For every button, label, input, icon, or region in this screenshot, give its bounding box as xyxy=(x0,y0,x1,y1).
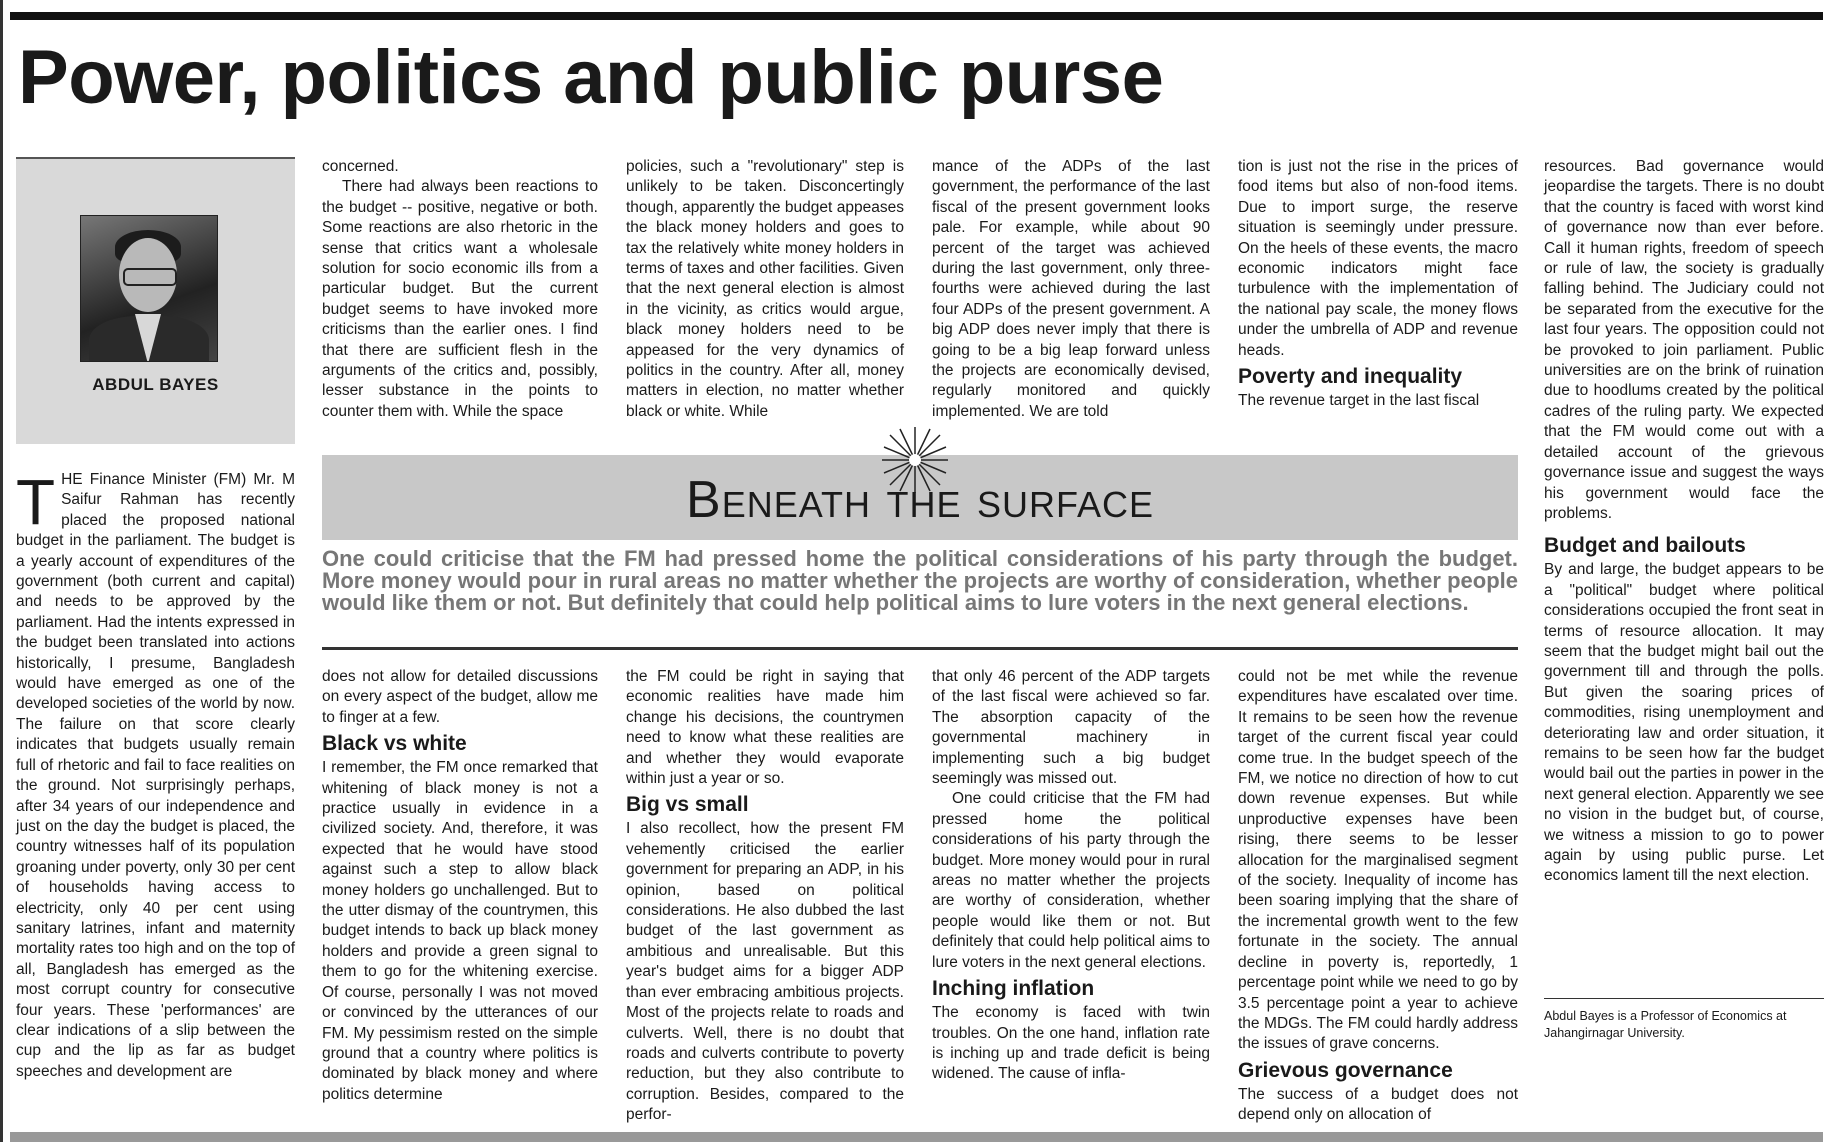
column-5-top xyxy=(1238,157,1518,411)
column-6 xyxy=(1544,157,1824,887)
subheading-black-vs-white: Black vs white xyxy=(322,732,467,756)
left-rule xyxy=(0,0,3,1142)
lead-paragraph: THE Finance Minister (FM) Mr. M Saifur Rahman has recently placed the proposed national budget in the parliament. The budget is a yearly account of expenditures of the government (both current and capital) and needs to be approved by the parliament. Had the intents expressed in the budget been translated into actions historically, I presume, Bangladesh would have emerged as one of the developed societies of the world by now. The failure on that score clearly indicates that budgets usually remain full of rhetoric and fail to face realities on the ground. Not surprisingly perhaps, after 34 years of our independence and just on the day the budget is placed, the country witnesses half of its population groaning under poverty, only 30 per cent of households having access to electricity, only 40 per cent using sanitary latrines, infant and maternity mortality rates too high and on the top of all, Bangladesh has emerged as the most corrupt country for consecutive four years. These 'performances' are clear indications of a slip between the cup and the lip as far as budget speeches and development are xyxy=(16,466,295,1080)
headline: Power, politics and public purse xyxy=(18,35,1164,120)
author-bio: Abdul Bayes is a Professor of Economics at Jahangirnagar University. xyxy=(1544,1009,1787,1040)
paragraph: resources. Bad governance would jeopardise the targets. There is no doubt that the country is faced with worst kind of governance now than ever before. Call it human rights, freedom of speech or rule of law, the society is gradually falling behind. The Judiciary could not be separated from the executive for the last four years. The opposition could not be provoked to join parliament. Public universities are on the brink of ruination due to hoodlums created by the political cadres of the ruling party. We expected that the FM would come out with a detailed account of the grievous governance issue and suggest the ways his government would face the problems. xyxy=(1544,158,1824,522)
paragraph: the FM could be right in saying that economic realities have made him change his decisions, the countrymen need to know what these realities are and whether they would evaporate within just a year or so. xyxy=(626,668,904,788)
bottom-rule xyxy=(10,1132,1823,1142)
column-2-bottom xyxy=(322,667,598,1105)
pull-quote: One could criticise that the FM had pressed home the political considerations of his party through the budget. More money would pour in rural areas no matter whether the projects are worthy of consideration, whether people would like them or not. But definitely that could help political aims to lure voters in the next general elections. xyxy=(322,546,1518,615)
column-4-bottom xyxy=(932,667,1210,1085)
paragraph: The economy is faced with twin troubles. On the one hand, inflation rate is inching up and trade deficit is being widened. The cause of infla- xyxy=(932,1004,1210,1083)
pull-quote-rule xyxy=(322,647,1518,650)
column-5-bottom xyxy=(1238,667,1518,1126)
column-3-top xyxy=(626,157,904,422)
subheading-inching-inflation: Inching inflation xyxy=(932,977,1095,1001)
section-title: Beneath the surface xyxy=(686,471,1154,529)
author-photo xyxy=(80,215,218,362)
paragraph: There had always been reactions to the budget -- positive, negative or both. Some reactions are also rhetoric in the sense that critics want a wholesale solution for socio economic ills from a particular budget. But the current budget seems to have invoked more criticisms than the earlier ones. I find that there are sufficient flesh in the arguments of the critics and, possibly, lesser substance in the points to counter them with. While the space xyxy=(322,178,598,420)
drop-cap: T xyxy=(16,466,56,538)
paragraph: The revenue target in the last fiscal xyxy=(1238,392,1480,410)
paragraph: mance of the ADPs of the last government, the performance of the last fiscal of the present government looks pale. For example, while about 90 percent of the target was achieved during the last government, only three-fourths were achieved during the last four ADPs of the present government. A big ADP does never imply that there is going to be a big leap forward unless the projects are economically devised, regularly monitored and quickly implemented. We are told xyxy=(932,158,1210,420)
paragraph: concerned. xyxy=(322,158,399,175)
subheading-budget-and-bailouts: Budget and bailouts xyxy=(1544,534,1746,558)
column-2-top xyxy=(322,157,598,422)
subheading-grievous-governance: Grievous governance xyxy=(1238,1058,1453,1082)
bio-rule xyxy=(1544,998,1824,999)
paragraph: tion is just not the rise in the prices of food items but also of non-food items. Due to import surge, the reserve situation is seemingly under pressure. On the heels of these events, the macro economic indicators might face turbulence with the implementation of the national pay scale, the money flows under the umbrella of ADP and revenue heads. xyxy=(1238,158,1518,359)
paragraph: I also recollect, how the present FM vehemently criticised the earlier government for preparing an ADP, in his opinion, based on political considerations. He also dubbed the last budget of the last government as ambitious and unrealisable. But this year's budget aims for a bigger ADP than ever embracing ambitious projects. Most of the projects relate to roads and culverts. Well, there is no doubt that roads and culverts contribute to poverty reduction, but they also contribute to corruption. Besides, compared to the perfor- xyxy=(626,820,904,1124)
author-name: ABDUL BAYES xyxy=(92,375,219,394)
top-rule xyxy=(10,12,1823,20)
paragraph: could not be met while the revenue expenditures have escalated over time. It remains to be seen how the revenue target of the current fiscal year could come true. In the budget speech of the FM, we notice no direction of how to cut down revenue expenses. But while unproductive expenses have been rising, there seems to be lesser allocation for the marginalised segment of the society. Inequality of income has been soaring implying that the share of the incremental growth went to the few fortunate in the society. The annual decline in poverty is, reportedly, 1 percentage point while we need to go by 3.5 percentage point a year to achieve the MDGs. The FM could hardly address the issues of grave concerns. xyxy=(1238,668,1518,1053)
column-4-top xyxy=(932,157,1210,422)
paragraph: I remember, the FM once remarked that whitening of black money is not a practice usually in evidence in a civilized society. And, therefore, it was expected that he would have stood against such a step to allow black money holders go unchallenged. But to the utter dismay of the countrymen, this budget intends to back up black money holders and provide a green signal to them to go for the whitening exercise. Of course, personally I was not moved or convinced by the utterances of our FM. My pessimism rested on the simple ground that a country where politics is dominated by black money and where politics determine xyxy=(322,759,598,1103)
paragraph: By and large, the budget appears to be a "political" budget where political considerations occupied the front seat in terms of resource allocation. It may seem that the budget might bail out the government till and through the polls. But given the soaring prices of commodities, rising unemployment and deteriorating law and order situation, it remains to be seen how far the budget would bail out the parties in power in the next general election. Apparently we see no vision in the budget but, of course, we witness a mission to go to power again by using public purse. Let economics lament till the next election. xyxy=(1544,561,1824,885)
subheading-poverty: Poverty and inequality xyxy=(1238,365,1463,389)
paragraph: The success of a budget does not depend only on allocation of xyxy=(1238,1085,1518,1124)
column-1 xyxy=(16,466,295,1082)
paragraph: does not allow for detailed discussions on every aspect of the budget, allow me to finger at a few. xyxy=(322,668,598,726)
paragraph: One could criticise that the FM had pressed home the political considerations of his party through the budget. More money would pour in rural areas no matter whether the projects are worthy of consideration, whether people would like them or not. But definitely that could help political aims to lure voters in the next general elections. xyxy=(932,790,1210,971)
paragraph: that only 46 percent of the ADP targets of the last fiscal were achieved so far. The absorption capacity of the governmental machinery in implementing such a big budget seemingly was missed out. xyxy=(932,668,1210,788)
subheading-big-vs-small: Big vs small xyxy=(626,793,749,817)
column-3-bottom xyxy=(626,667,904,1126)
paragraph: policies, such a "revolutionary" step is unlikely to be taken. Disconcertingly though, apparently the budget appeases the black money holders and goes to tax the relatively white money holders in terms of taxes and other facilities. Given that the next general election is almost in the vicinity, as critics would argue, black money holders need to be appeased for the very dynamics of politics in the country. After all, money matters in election, no matter whether black or white. While xyxy=(626,158,904,420)
